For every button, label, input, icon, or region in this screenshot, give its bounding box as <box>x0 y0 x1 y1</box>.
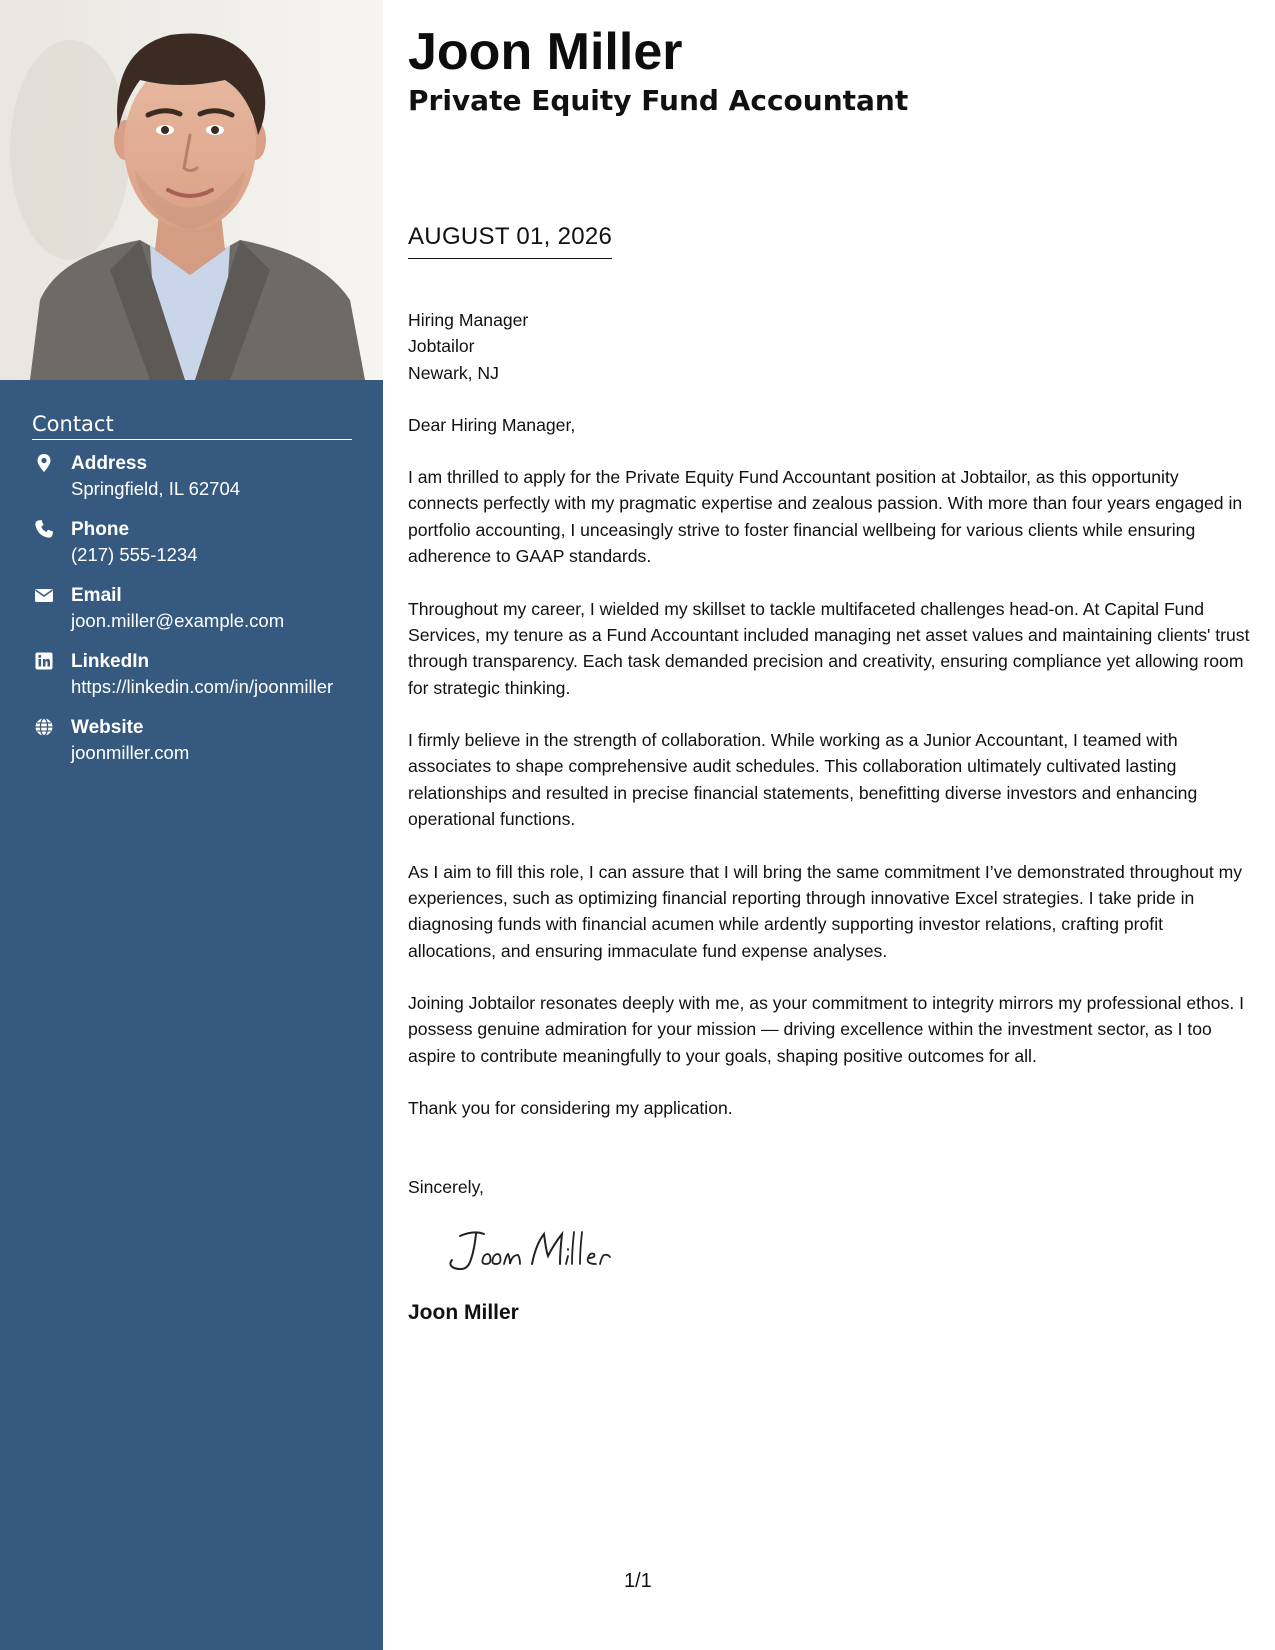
linkedin-value[interactable]: https://linkedin.com/in/joonmiller <box>71 676 334 697</box>
contact-heading: Contact <box>32 412 352 440</box>
letter-paragraph: I firmly believe in the strength of collaboration. While working as a Junior Accountant, I teamed with associates to shape comprehensive audit schedules. This collaboration ultimately cultivated lasting relationships and resulted in precise financial statements, benefitting diverse investors and enhancing operational functions. <box>408 730 1198 830</box>
contact-phone <box>32 517 352 567</box>
phone-label: Phone <box>71 519 130 540</box>
globe-icon <box>34 717 54 737</box>
signature <box>440 1222 640 1278</box>
salutation: Dear Hiring Manager, <box>408 414 576 435</box>
map-pin-icon <box>34 453 54 473</box>
closing: Sincerely, <box>408 1176 484 1197</box>
profile-photo <box>0 0 383 380</box>
website-label: Website <box>71 717 144 738</box>
phone-icon <box>34 519 54 539</box>
recipient-line: Hiring Manager <box>408 310 529 330</box>
recipient-line: Jobtailor <box>408 336 475 357</box>
address-value: Springfield, IL 62704 <box>71 478 241 499</box>
sidebar <box>0 0 383 1650</box>
contact-address <box>32 451 352 501</box>
signed-name: Joon Miller <box>408 1301 519 1325</box>
page-number: 1/1 <box>624 1570 652 1592</box>
envelope-icon <box>34 585 54 605</box>
letter-paragraph: Throughout my career, I wielded my skillset to tackle multifaceted challenges head-on. At Capital Fund Services, my tenure as a Fund Accountant included managing net asset values and maintaining clients' trust through transparency. Each task demanded precision and creativity, ensuring compliance yet allowing room for strategic thinking. <box>408 598 1250 698</box>
contact-linkedin <box>32 649 352 699</box>
letter-paragraph: Joining Jobtailor resonates deeply with me, as your commitment to integrity mirrors my professional ethos. I possess genuine admiration for your mission — driving excellence within the investment sector, as I too aspire to contribute meaningfully to your goals, shaping positive outcomes for all. <box>408 993 1245 1066</box>
job-title: Private Equity Fund Accountant <box>408 84 909 117</box>
contact-section <box>32 412 352 781</box>
email-label: Email <box>71 585 122 606</box>
phone-value: (217) 555-1234 <box>71 544 198 565</box>
recipient-line: Newark, NJ <box>408 362 499 383</box>
applicant-name: Joon Miller <box>408 23 683 81</box>
letter-body <box>408 281 1253 1327</box>
letter-paragraph: I am thrilled to apply for the Private Equity Fund Accountant position at Jobtailor, as this opportunity connects perfectly with my pragmatic expertise and zealous passion. With more than four years engaged in portfolio accounting, I unceasingly strive to foster financial wellbeing for various clients while ensuring adherence to GAAP standards. <box>408 467 1243 567</box>
linkedin-icon <box>34 651 54 671</box>
letter-paragraph: As I aim to fill this role, I can assure that I will bring the same commitment I’ve demonstrated throughout my experiences, such as optimizing financial reporting through innovative Excel strategies. I take pride in diagnosing funds with financial acumen while ardently supporting investor relations, crafting profit allocations, and ensuring immaculate fund expense analyses. <box>408 861 1243 961</box>
thanks-line: Thank you for considering my application. <box>408 1098 733 1119</box>
address-label: Address <box>71 453 148 474</box>
website-value[interactable]: joonmiller.com <box>71 742 190 763</box>
email-value[interactable]: joon.miller@example.com <box>71 610 285 631</box>
linkedin-label: LinkedIn <box>71 651 150 672</box>
contact-website <box>32 715 352 765</box>
letter-date: AUGUST 01, 2026 <box>408 222 612 259</box>
contact-email <box>32 583 352 633</box>
